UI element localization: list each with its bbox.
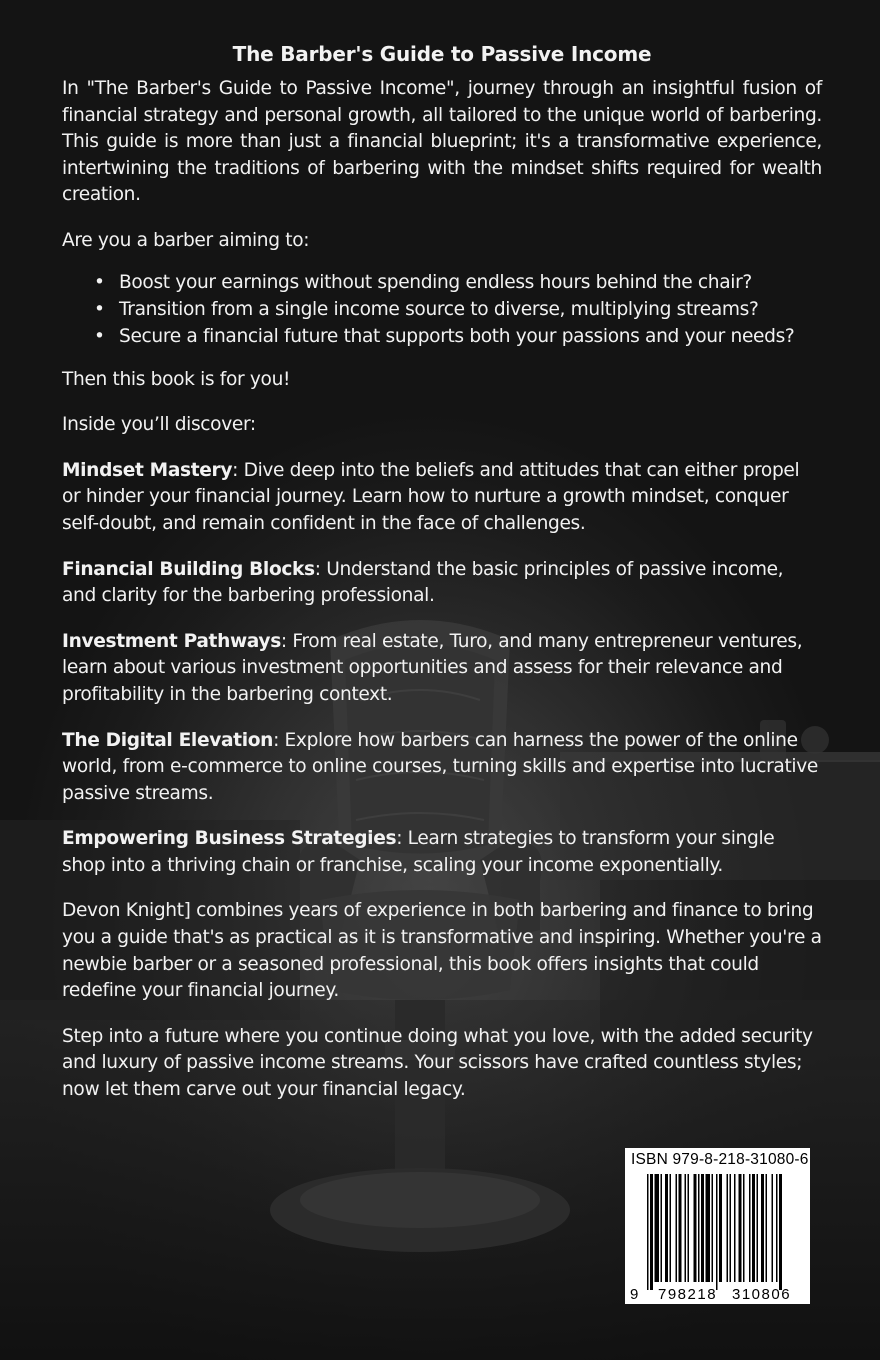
section-text: : Explore how barbers can harness the power of the online world, from e-commerce to online courses, turning skills and expertise into lucrative passive streams. [62, 729, 818, 804]
barcode-bar [647, 1174, 649, 1290]
section-investment-pathways [62, 629, 822, 709]
barcode-bar [734, 1174, 736, 1282]
barcode-bar [757, 1174, 759, 1282]
section-title: Mindset Mastery [62, 459, 233, 481]
then-line: Then this book is for you! [62, 368, 291, 390]
section-text: : Learn strategies to transform your single shop into a thriving chain or franchise, scaling your income exponentially. [62, 828, 775, 876]
barcode-bar [679, 1174, 682, 1282]
barcode-bar [779, 1174, 782, 1290]
author-paragraph: Devon Knight] combines years of experience in both barbering and finance to bring you a guide that's as practical as it is transformative and inspiring. Whether you're a newbie barber or a seasoned professional, this book offers insights that could redefine your financial journey. [62, 900, 822, 1002]
barcode-bar [716, 1174, 718, 1290]
barcode-bar [655, 1174, 660, 1282]
section-title: The Digital Elevation [62, 729, 274, 751]
barcode-digit-group: 310806 [732, 1286, 792, 1303]
list-item: • Boost your earnings without spending endless hours behind the chair? [94, 269, 822, 296]
section-business-strategies [62, 826, 822, 879]
section-text: : Dive deep into the beliefs and attitudes that can either propel or hinder your financial journey. Learn how to nurture a growth mindset, conquer self-doubt, and remain confident in the face of challenges. [62, 459, 800, 534]
book-title: The Barber's Guide to Passive Income [232, 42, 652, 66]
barcode-bar [730, 1174, 732, 1282]
barcode-bar [727, 1174, 729, 1282]
section-digital-elevation [62, 728, 822, 808]
section-title: Financial Building Blocks [62, 558, 315, 580]
barcode-bar [749, 1174, 751, 1282]
back-cover-text [62, 42, 822, 1123]
barcode-digit-group: 798218 [658, 1286, 718, 1303]
isbn-barcode [625, 1148, 810, 1304]
barcode-bar [665, 1174, 668, 1282]
barcode-bar [766, 1174, 768, 1282]
section-mindset-mastery [62, 458, 822, 538]
barcode-bar [698, 1174, 700, 1282]
bullet-icon: • [94, 271, 105, 293]
section-title: Investment Pathways [62, 630, 281, 652]
barcode-bar [685, 1174, 687, 1282]
barcode-bar [776, 1174, 778, 1282]
barcode-bar [701, 1174, 704, 1282]
barcode-bar [752, 1174, 755, 1282]
bullet-icon: • [94, 325, 105, 347]
list-item: • Secure a financial future that supports both your passions and your needs? [94, 323, 822, 350]
barcode-bar [706, 1174, 711, 1282]
bullet-list [62, 269, 822, 350]
isbn-label: ISBN 979-8-218-31080-6 [631, 1151, 809, 1168]
section-title: Empowering Business Strategies [62, 828, 397, 850]
barcode-bar [712, 1174, 714, 1282]
section-text: : From real estate, Turo, and many entrepreneur ventures, learn about various investment opportunities and assess for their relevance and profitability in the barbering context. [62, 630, 803, 705]
barcode-bar [688, 1174, 690, 1282]
barcode-bar [670, 1174, 672, 1282]
barcode-bar [772, 1174, 774, 1282]
list-item: • Transition from a single income source to diverse, multiplying streams? [94, 296, 822, 323]
barcode-bar [676, 1174, 678, 1282]
barcode-bar [661, 1174, 663, 1282]
question-line: Are you a barber aiming to: [62, 229, 310, 251]
bullet-icon: • [94, 298, 105, 320]
closing-paragraph: Step into a future where you continue doing what you love, with the added security and luxury of passive income streams. Your scissors have crafted countless styles; now let them carve out your financial legacy. [62, 1025, 813, 1101]
barcode-bar [743, 1174, 745, 1282]
barcode-digit-group: 9 [630, 1286, 639, 1303]
barcode-bar [694, 1174, 697, 1282]
section-financial-building-blocks [62, 557, 822, 610]
barcode-bar [719, 1174, 722, 1282]
barcode-graphic [625, 1148, 810, 1304]
barcode-bar [650, 1174, 653, 1290]
intro-paragraph: In "The Barber's Guide to Passive Income", journey through an insightful fusion of financial strategy and personal growth, all tailored to the unique world of barbering. This guide is more than just a financial blueprint; it's a transformative experience, intertwining the traditions of barbering with the mindset shifts required for wealth creation. [62, 78, 822, 206]
inside-line: Inside you’ll discover: [62, 414, 256, 436]
barcode-bar [761, 1174, 764, 1282]
barcode-bar [739, 1174, 742, 1282]
section-text: : Understand the basic principles of passive income, and clarity for the barbering professional. [62, 558, 784, 607]
